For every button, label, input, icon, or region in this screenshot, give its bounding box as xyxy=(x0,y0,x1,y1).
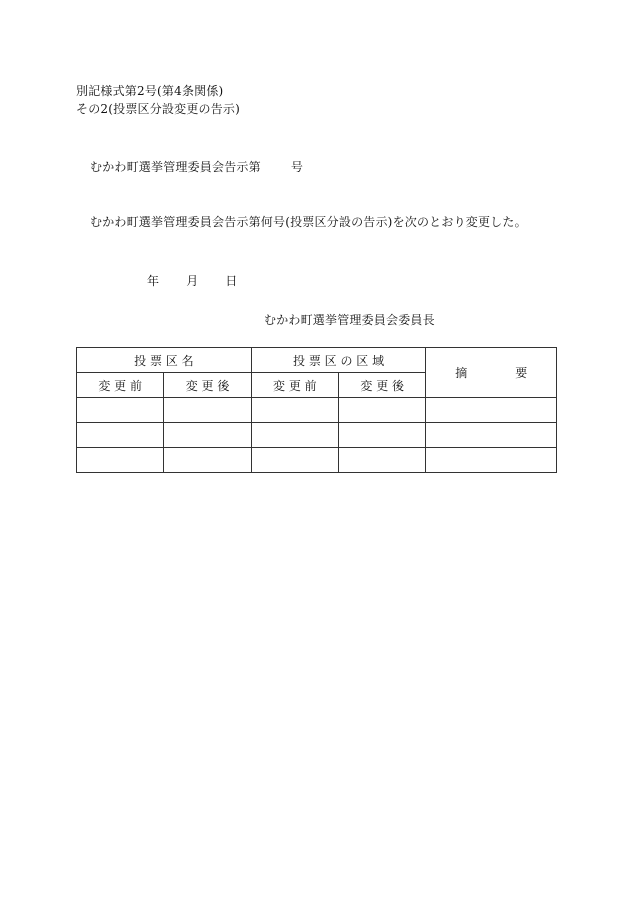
date-month: 月 xyxy=(186,274,199,288)
table-cell[interactable] xyxy=(77,398,164,423)
date-line xyxy=(147,273,238,289)
header-before-name: 変 更 前 xyxy=(77,373,164,398)
date-year: 年 xyxy=(147,274,160,288)
table-cell[interactable] xyxy=(426,448,557,473)
table-cell[interactable] xyxy=(251,448,338,473)
header-district-name: 投 票 区 名 xyxy=(77,348,252,373)
table-cell[interactable] xyxy=(339,423,426,448)
header-remarks: 摘 要 xyxy=(426,348,557,398)
district-change-table xyxy=(76,347,557,473)
table-cell[interactable] xyxy=(77,423,164,448)
table-cell[interactable] xyxy=(164,398,251,423)
table-cell[interactable] xyxy=(164,448,251,473)
notice-number-suffix: 号 xyxy=(290,160,304,174)
table-cell[interactable] xyxy=(426,423,557,448)
table-row xyxy=(77,448,557,473)
notice-number-prefix: むかわ町選挙管理委員会告示第 xyxy=(90,160,261,174)
header-after-area: 変 更 後 xyxy=(339,373,426,398)
form-number: 別記様式第2号(第4条関係) xyxy=(76,84,224,98)
form-subtitle: その2(投票区分設変更の告示) xyxy=(76,102,240,116)
table-row xyxy=(77,398,557,423)
header-before-area: 変 更 前 xyxy=(251,373,338,398)
signatory: むかわ町選挙管理委員会委員長 xyxy=(264,313,435,327)
notice-body: むかわ町選挙管理委員会告示第何号(投票区分設の告示)を次のとおり変更した。 xyxy=(90,215,527,229)
table-cell[interactable] xyxy=(77,448,164,473)
notice-number-line xyxy=(90,159,303,175)
header-after-name: 変 更 後 xyxy=(164,373,251,398)
table-cell[interactable] xyxy=(426,398,557,423)
table-cell[interactable] xyxy=(251,423,338,448)
table-row xyxy=(77,423,557,448)
table-header-row xyxy=(77,348,557,373)
table-cell[interactable] xyxy=(164,423,251,448)
date-day: 日 xyxy=(225,274,238,288)
table-cell[interactable] xyxy=(251,398,338,423)
header-district-area: 投 票 区 の 区 域 xyxy=(251,348,426,373)
table-cell[interactable] xyxy=(339,398,426,423)
table-cell[interactable] xyxy=(339,448,426,473)
